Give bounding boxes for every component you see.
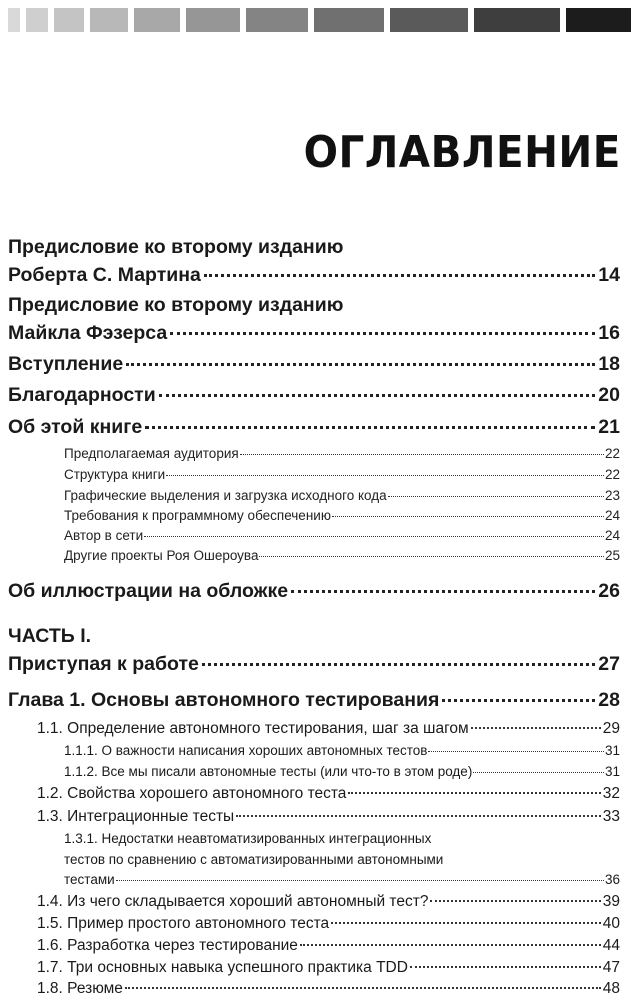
page-number: 32 — [602, 785, 620, 802]
dot-leader — [410, 966, 601, 968]
toc-entry-code-download[interactable] — [64, 488, 620, 503]
dot-leader — [170, 332, 595, 335]
strip-segment — [474, 8, 560, 32]
strip-segment — [54, 8, 84, 32]
toc-entry-1-1-2[interactable] — [64, 764, 620, 779]
entry-title: 1.7. Три основных навыка успешного практика TDD — [37, 959, 408, 976]
dot-leader — [126, 363, 595, 366]
dot-leader — [166, 475, 604, 476]
toc-entry-1-1[interactable] — [37, 720, 620, 738]
entry-title: Об иллюстрации на обложке — [8, 580, 289, 602]
toc-entry-about[interactable] — [8, 416, 620, 439]
top-decorative-strip — [8, 8, 631, 32]
toc-entry-preface-feathers[interactable] — [8, 322, 620, 345]
entry-title: 1.3.1. Недостатки неавтоматизированных интеграционных — [64, 831, 432, 846]
dot-leader — [240, 454, 604, 455]
toc-entry-preface-martin-line1[interactable] — [8, 236, 343, 259]
dot-leader — [159, 394, 596, 397]
entry-title: 1.8. Резюме — [37, 980, 123, 997]
strip-segment — [566, 8, 631, 32]
page-number: 29 — [602, 720, 620, 737]
entry-title: 1.1.2. Все мы писали автономные тесты (или что-то в этом роде) — [64, 764, 473, 779]
page-number: 21 — [598, 416, 620, 438]
entry-title: Роберта С. Мартина — [8, 264, 201, 286]
entry-title: Другие проекты Роя Ошероува — [64, 548, 259, 563]
page-number: 25 — [604, 548, 620, 563]
dot-leader — [471, 727, 601, 729]
dot-leader — [125, 987, 601, 989]
toc-entry-1-4[interactable] — [37, 893, 620, 911]
toc-entry-1-6[interactable] — [37, 937, 620, 955]
dot-leader — [116, 880, 604, 881]
strip-segment — [8, 8, 20, 32]
strip-segment — [134, 8, 180, 32]
dot-leader — [428, 751, 603, 752]
entry-title: Майкла Фэзерса — [8, 322, 168, 344]
entry-title: тестами — [64, 872, 115, 887]
strip-segment — [186, 8, 240, 32]
toc-entry-audience[interactable] — [64, 446, 620, 461]
toc-entry-1-8[interactable] — [37, 980, 620, 998]
entry-title: тестов по сравнению с автоматизированными автономными — [64, 852, 444, 867]
dot-leader — [236, 815, 601, 817]
dot-leader — [144, 536, 604, 537]
entry-title: 1.6. Разработка через тестирование — [37, 937, 298, 954]
toc-entry-preface-martin[interactable] — [8, 264, 620, 287]
page-number: 26 — [598, 580, 620, 602]
dot-leader — [473, 772, 604, 773]
page-title: ОГЛАВЛЕНИЕ — [303, 127, 621, 178]
entry-title: Требования к программному обеспечению — [64, 508, 331, 523]
page-number: 33 — [602, 808, 620, 825]
toc-entry-1-3[interactable] — [37, 808, 620, 826]
page-number: 44 — [602, 937, 620, 954]
toc-entry-requirements[interactable] — [64, 508, 620, 523]
toc-entry-intro[interactable] — [8, 353, 620, 376]
entry-title: 1.2. Свойства хорошего автономного теста — [37, 785, 347, 802]
toc-entry-1-1-1[interactable] — [64, 743, 620, 758]
entry-title: Графические выделения и загрузка исходного кода — [64, 488, 387, 503]
page-number: 16 — [598, 322, 620, 344]
toc-entry-thanks[interactable] — [8, 384, 620, 407]
toc-entry-1-7[interactable] — [37, 959, 620, 977]
toc-entry-cover[interactable] — [8, 580, 620, 603]
entry-title: 1.5. Пример простого автономного теста — [37, 915, 330, 932]
page-number: 18 — [598, 353, 620, 375]
page-number: 22 — [604, 467, 620, 482]
toc-entry-preface-feathers-line1[interactable] — [8, 294, 343, 317]
dot-leader — [204, 274, 595, 277]
toc-entry-author-online[interactable] — [64, 528, 620, 543]
toc-entry-1-2[interactable] — [37, 785, 620, 803]
page-number: 36 — [604, 872, 620, 887]
page-number: 47 — [602, 959, 620, 976]
entry-title: Приступая к работе — [8, 653, 199, 675]
page-number: 24 — [604, 508, 620, 523]
entry-title: 1.1.1. О важности написания хороших автономных тестов — [64, 743, 428, 758]
page-number: 20 — [598, 384, 620, 406]
entry-title: Предисловие ко второму изданию — [8, 294, 344, 316]
entry-title: 1.4. Из чего складывается хороший автономный тест? — [37, 893, 429, 910]
toc-entry-1-3-1-line2[interactable] — [64, 851, 443, 869]
entry-title: Благодарности — [8, 384, 156, 406]
entry-title: Глава 1. Основы автономного тестирования — [8, 689, 440, 711]
page-number: 48 — [602, 980, 620, 997]
page-number: 24 — [604, 528, 620, 543]
strip-segment — [390, 8, 468, 32]
page-number: 22 — [604, 446, 620, 461]
page-number: 23 — [604, 488, 620, 503]
entry-title: Предисловие ко второму изданию — [8, 236, 344, 258]
toc-entry-other-projects[interactable] — [64, 548, 620, 563]
dot-leader — [331, 922, 601, 924]
entry-title: 1.1. Определение автономного тестирования, шаг за шагом — [37, 720, 469, 737]
page-number: 31 — [604, 764, 620, 779]
entry-title: 1.3. Интеграционные тесты — [37, 808, 235, 825]
toc-entry-chapter1[interactable] — [8, 689, 620, 712]
toc-entry-structure[interactable] — [64, 467, 620, 482]
strip-segment — [246, 8, 308, 32]
strip-segment — [90, 8, 128, 32]
toc-entry-part1[interactable] — [8, 653, 620, 676]
dot-leader — [291, 590, 595, 593]
dot-leader — [300, 944, 601, 946]
dot-leader — [332, 516, 604, 517]
entry-title: Структура книги — [64, 467, 166, 482]
part-number: ЧАСТЬ I. — [8, 625, 92, 647]
entry-title: Автор в сети — [64, 528, 144, 543]
part-label — [8, 625, 91, 648]
dot-leader — [442, 699, 595, 702]
entry-title: Вступление — [8, 353, 124, 375]
strip-segment — [314, 8, 384, 32]
page-number: 39 — [602, 893, 620, 910]
toc-entry-1-5[interactable] — [37, 915, 620, 933]
page-number: 40 — [602, 915, 620, 932]
entry-title: Об этой книге — [8, 416, 143, 438]
toc-entry-1-3-1-line1[interactable] — [64, 830, 431, 848]
toc-entry-1-3-1[interactable] — [64, 872, 620, 887]
dot-leader — [202, 663, 595, 666]
dot-leader — [145, 426, 595, 429]
entry-title: Предполагаемая аудитория — [64, 446, 239, 461]
dot-leader — [348, 792, 600, 794]
page-number: 27 — [598, 653, 620, 675]
dot-leader — [430, 900, 600, 902]
dot-leader — [388, 496, 604, 497]
strip-segment — [26, 8, 48, 32]
page-number: 28 — [598, 689, 620, 711]
page-number: 14 — [598, 264, 620, 286]
page-number: 31 — [604, 743, 620, 758]
dot-leader — [259, 556, 604, 557]
